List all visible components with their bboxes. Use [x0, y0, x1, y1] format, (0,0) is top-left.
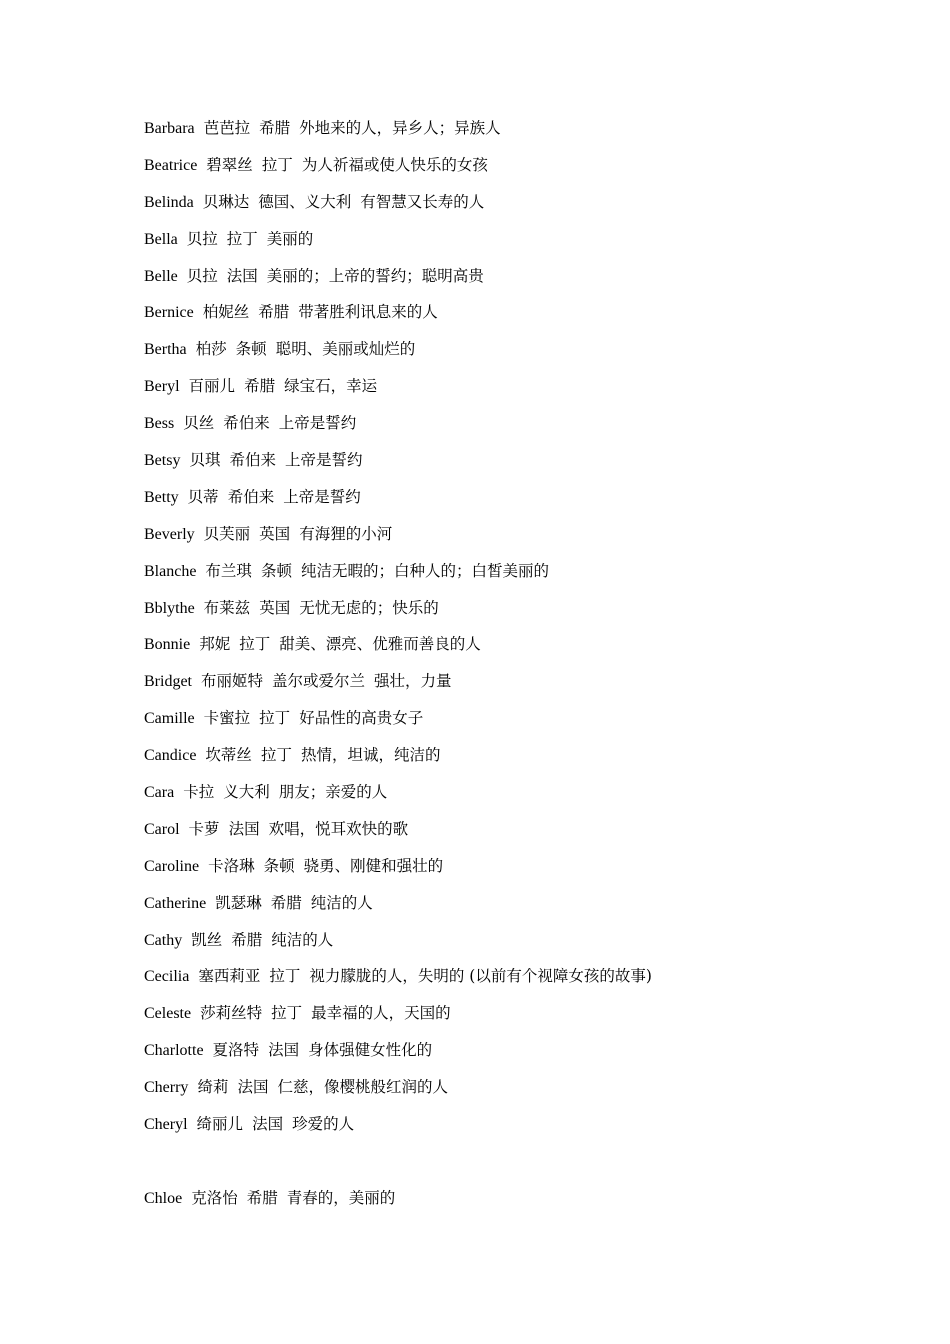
name-origin: 拉丁: [259, 709, 291, 728]
list-item: [144, 191, 904, 228]
chinese-name: 凯丝: [191, 930, 223, 949]
chinese-name: 布莱兹: [203, 598, 251, 617]
chinese-name: 绮莉: [197, 1078, 229, 1097]
english-name: Catherine: [144, 894, 207, 912]
name-meaning: 上帝是誓约: [283, 487, 361, 506]
name-origin: 法国: [228, 819, 260, 838]
name-origin: 希伯来: [223, 414, 270, 433]
name-meaning: 美丽的；上帝的誓约；聪明高贵: [266, 266, 484, 285]
list-item: [144, 781, 904, 818]
name-origin: 法国: [268, 1041, 300, 1060]
name-meaning: 朋友；亲爱的人: [278, 783, 388, 802]
name-origin: 希腊: [244, 377, 276, 396]
name-meaning: 青春的，美丽的: [286, 1188, 396, 1207]
english-name: Cara: [144, 784, 175, 802]
chinese-name: 柏妮丝: [202, 303, 250, 322]
name-meaning: 带著胜利讯息来的人: [298, 303, 438, 322]
english-name: Barbara: [144, 120, 195, 137]
name-origin: 法国: [226, 266, 258, 285]
list-item: [144, 412, 904, 449]
name-origin: 希腊: [246, 1188, 278, 1207]
list-item: [144, 855, 904, 892]
name-origin: 英国: [259, 598, 291, 617]
list-item: [144, 301, 904, 338]
list-item: [144, 597, 904, 634]
list-item: [144, 154, 904, 191]
name-meaning: 甜美、漂亮、优雅而善良的人: [279, 635, 481, 654]
list-item: [144, 1187, 904, 1224]
list-item: [144, 375, 904, 412]
chinese-name: 贝芙丽: [203, 524, 251, 543]
name-meaning: 纯洁的人: [310, 893, 373, 912]
name-origin: 拉丁: [261, 155, 293, 174]
name-origin: 拉丁: [271, 1004, 303, 1023]
english-name: Charlotte: [144, 1042, 204, 1060]
chinese-name: 坎蒂丝: [205, 746, 252, 765]
name-origin: 希腊: [231, 930, 263, 949]
english-name: Celeste: [144, 1005, 192, 1023]
name-meaning: 纯洁无暇的；白种人的；白皙美丽的: [300, 561, 549, 580]
chinese-name: 贝琳达: [202, 192, 250, 211]
list-item: [144, 1076, 904, 1113]
chinese-name: 贝琪: [189, 451, 221, 470]
name-meaning: 热情，坦诚，纯洁的: [300, 746, 441, 765]
chinese-name: 卡萝: [188, 819, 220, 838]
chinese-name: 柏莎: [195, 340, 227, 359]
list-item: [144, 1113, 904, 1150]
name-origin: 德国、义大利: [258, 192, 352, 211]
chinese-name: 克洛怡: [191, 1188, 238, 1207]
chinese-name: 贝丝: [183, 414, 215, 433]
name-origin: 义大利: [223, 783, 270, 802]
english-name: Carol: [144, 820, 180, 838]
list-item: [144, 228, 904, 265]
chinese-name: 绮丽儿: [196, 1115, 244, 1134]
name-origin: 英国: [259, 524, 291, 543]
chinese-name: 卡蜜拉: [203, 709, 251, 728]
english-name: Caroline: [144, 857, 200, 875]
name-meaning: 骁勇、刚健和强壮的: [303, 856, 444, 875]
name-meaning: 无忧无虑的；快乐的: [299, 598, 439, 617]
list-item: [144, 560, 904, 597]
name-meaning: 绿宝石，幸运: [284, 377, 378, 396]
name-origin: 拉丁: [226, 229, 258, 248]
list-item: [144, 338, 904, 375]
chinese-name: 百丽儿: [188, 377, 236, 396]
english-name: Betsy: [144, 452, 181, 470]
name-origin: 希腊: [270, 893, 302, 912]
english-name: Beatrice: [144, 156, 198, 174]
english-name: Cherry: [144, 1079, 189, 1097]
name-origin: 法国: [252, 1115, 284, 1134]
english-name: Beverly: [144, 525, 195, 543]
name-meaning: 有海狸的小河: [299, 524, 393, 543]
english-name: Candice: [144, 747, 197, 765]
name-meaning: 上帝是誓约: [278, 414, 357, 433]
list-item: [144, 486, 904, 523]
list-item: [144, 965, 904, 1002]
chinese-name: 塞西莉亚: [198, 967, 261, 986]
name-origin: 条顿: [260, 561, 292, 580]
english-name: Belinda: [144, 193, 194, 211]
list-item: [144, 1002, 904, 1039]
chinese-name: 布兰琪: [205, 561, 252, 580]
chinese-name: 莎莉丝特: [200, 1004, 263, 1023]
name-origin: 希伯来: [229, 451, 276, 470]
english-name: Bella: [144, 230, 178, 248]
name-meaning: 为人祈福或使人快乐的女孩: [301, 155, 488, 174]
english-name: Cheryl: [144, 1116, 188, 1134]
english-name: Bertha: [144, 341, 187, 359]
name-meaning: 美丽的: [266, 229, 314, 248]
name-origin: 拉丁: [269, 967, 301, 986]
name-meaning: 强壮，力量: [374, 672, 452, 691]
name-meaning: 欢唱，悦耳欢快的歌: [268, 819, 409, 838]
english-name: Bonnie: [144, 636, 191, 654]
english-name: Camille: [144, 710, 195, 728]
english-name: Betty: [144, 488, 179, 506]
english-name: Bernice: [144, 304, 194, 322]
name-origin: 希伯来: [227, 487, 275, 506]
name-origin: 法国: [237, 1078, 269, 1097]
chinese-name: 卡洛琳: [208, 856, 255, 875]
name-meaning: 纯洁的人: [271, 930, 334, 949]
chinese-name: 布丽姬特: [201, 672, 264, 691]
name-origin: 希腊: [258, 303, 290, 322]
chinese-name: 贝蒂: [187, 487, 219, 506]
name-meaning: 身体强健女性化的: [308, 1041, 433, 1060]
list-item: [144, 929, 904, 966]
english-name: Bblythe: [144, 599, 195, 617]
name-meaning: 视力朦胧的人，失明的 (以前有个视障女孩的故事): [309, 967, 652, 986]
name-meaning: 仁慈，像樱桃般红润的人: [277, 1078, 448, 1097]
list-item: [144, 818, 904, 855]
list-item: [144, 523, 904, 560]
english-name: Bridget: [144, 673, 192, 691]
chinese-name: 夏洛特: [212, 1041, 260, 1060]
english-name: Beryl: [144, 378, 180, 396]
name-origin: 拉丁: [239, 635, 271, 654]
name-meaning: 最幸福的人，天国的: [311, 1004, 451, 1023]
name-list: [144, 117, 904, 1224]
name-origin: 希腊: [259, 119, 291, 137]
name-meaning: 聪明、美丽或灿烂的: [275, 340, 416, 359]
list-item: [144, 707, 904, 744]
name-origin: 拉丁: [260, 746, 292, 765]
list-item: [144, 670, 904, 707]
chinese-name: 贝拉: [186, 266, 218, 285]
name-origin: 条顿: [235, 340, 267, 359]
list-item: [144, 265, 904, 302]
name-meaning: 有智慧又长寿的人: [360, 192, 485, 211]
chinese-name: 碧翠丝: [206, 155, 253, 174]
english-name: Cathy: [144, 931, 183, 949]
english-name: Cecilia: [144, 968, 190, 986]
name-meaning: 珍爱的人: [292, 1115, 355, 1134]
chinese-name: 邦妮: [199, 635, 231, 654]
name-meaning: 好品性的高贵女子: [299, 709, 424, 728]
list-item: [144, 744, 904, 781]
name-origin: 条顿: [263, 856, 295, 875]
english-name: Chloe: [144, 1189, 183, 1207]
name-origin: 盖尔或爱尔兰: [272, 672, 366, 691]
list-item: [144, 117, 904, 154]
name-meaning: 上帝是誓约: [284, 451, 363, 470]
chinese-name: 卡拉: [183, 783, 215, 802]
name-meaning: 外地来的人，异乡人；异族人: [299, 119, 501, 137]
list-item: [144, 1039, 904, 1076]
english-name: Blanche: [144, 562, 197, 580]
english-name: Belle: [144, 267, 178, 285]
chinese-name: 凯瑟琳: [215, 893, 262, 912]
list-item: [144, 449, 904, 486]
english-name: Bess: [144, 415, 175, 433]
chinese-name: 贝拉: [186, 229, 218, 248]
list-item: [144, 892, 904, 929]
chinese-name: 芭芭拉: [203, 119, 251, 137]
list-item: [144, 633, 904, 670]
